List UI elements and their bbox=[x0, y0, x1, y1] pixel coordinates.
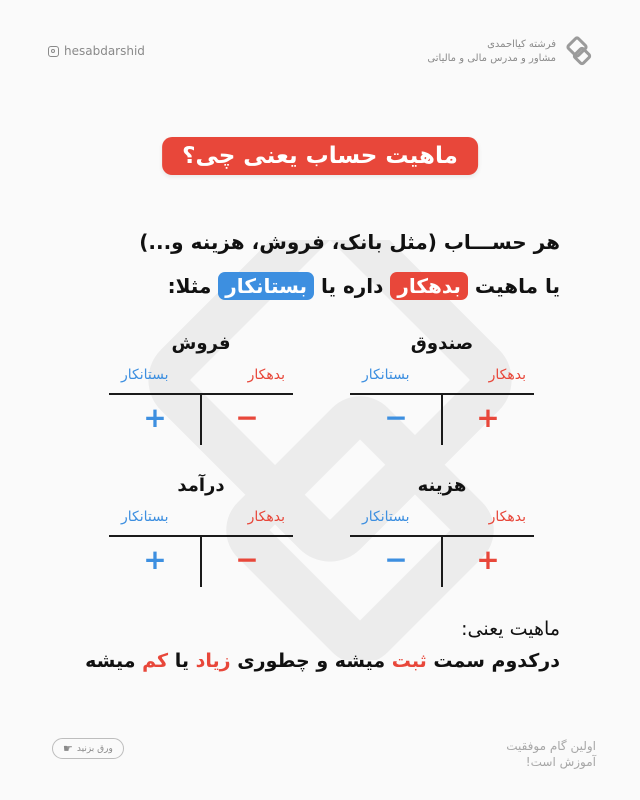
intro-line-2 bbox=[139, 264, 560, 308]
debit-label: بدهکار bbox=[247, 367, 285, 383]
account-name: صندوق bbox=[410, 333, 474, 354]
credit-label: بستانکار bbox=[121, 509, 169, 525]
debit-highlight: بدهکار bbox=[390, 272, 468, 300]
intro-line-1: هر حســـاب (مثل بانک، فروش، هزینه و...) bbox=[139, 230, 560, 254]
intro-mid: داره یا bbox=[320, 274, 384, 298]
debit-sign: − bbox=[235, 543, 259, 576]
instagram-icon bbox=[48, 46, 59, 57]
credit-sign: + bbox=[143, 401, 167, 434]
intro-start: یا ماهیت bbox=[474, 274, 560, 298]
handle-text: hesabdarshid bbox=[64, 44, 145, 58]
credit-label: بستانکار bbox=[121, 367, 169, 383]
t-account-sales bbox=[109, 333, 293, 453]
debit-sign: + bbox=[476, 401, 500, 434]
debit-label: بدهکار bbox=[247, 509, 285, 525]
brand-block bbox=[427, 36, 596, 68]
meaning-label: ماهیت یعنی: bbox=[461, 618, 560, 640]
debit-label: بدهکار bbox=[488, 367, 526, 383]
swipe-icon: ☛ bbox=[63, 742, 73, 755]
footer-line-2: آموزش است! bbox=[525, 755, 596, 769]
meaning-summary bbox=[85, 650, 560, 672]
summary-word-increase: زیاد bbox=[195, 650, 231, 672]
swipe-label: ورق بزنید bbox=[76, 743, 113, 754]
credit-label: بستانکار bbox=[362, 367, 410, 383]
t-account-expense bbox=[350, 475, 534, 595]
credit-sign: + bbox=[143, 543, 167, 576]
credit-sign: − bbox=[384, 401, 408, 434]
account-name: درآمد bbox=[177, 475, 225, 496]
page-title: ماهیت حساب یعنی چی؟ bbox=[162, 137, 478, 175]
account-name: هزینه bbox=[417, 475, 467, 496]
intro-text bbox=[139, 220, 560, 308]
credit-sign: − bbox=[384, 543, 408, 576]
brand-tagline: مشاور و مدرس مالی و مالیاتی bbox=[427, 53, 556, 64]
swipe-button[interactable] bbox=[52, 738, 124, 759]
t-account-revenue bbox=[109, 475, 293, 595]
instagram-handle[interactable] bbox=[48, 44, 145, 58]
t-vertical-line bbox=[200, 535, 202, 587]
summary-part-4: میشه bbox=[85, 650, 136, 672]
footer-slogan bbox=[506, 738, 596, 770]
summary-part-2: میشه و چطوری bbox=[237, 650, 386, 672]
summary-part-3: یا bbox=[174, 650, 190, 672]
debit-label: بدهکار bbox=[488, 509, 526, 525]
intro-end: مثلا: bbox=[167, 274, 212, 298]
debit-sign: + bbox=[476, 543, 500, 576]
brand-name: فرشته کیااحمدی bbox=[487, 39, 556, 50]
brand-logo-icon bbox=[564, 36, 596, 68]
debit-sign: − bbox=[235, 401, 259, 434]
t-vertical-line bbox=[441, 393, 443, 445]
credit-label: بستانکار bbox=[362, 509, 410, 525]
t-vertical-line bbox=[441, 535, 443, 587]
summary-word-decrease: کم bbox=[142, 650, 169, 672]
credit-highlight: بستانکار bbox=[218, 272, 314, 300]
t-account-cash bbox=[350, 333, 534, 453]
account-name: فروش bbox=[171, 333, 231, 354]
t-vertical-line bbox=[200, 393, 202, 445]
summary-part-1: درکدوم سمت bbox=[433, 650, 560, 672]
footer-line-1: اولین گام موفقیت bbox=[506, 739, 596, 753]
summary-word-record: ثبت bbox=[391, 650, 427, 672]
